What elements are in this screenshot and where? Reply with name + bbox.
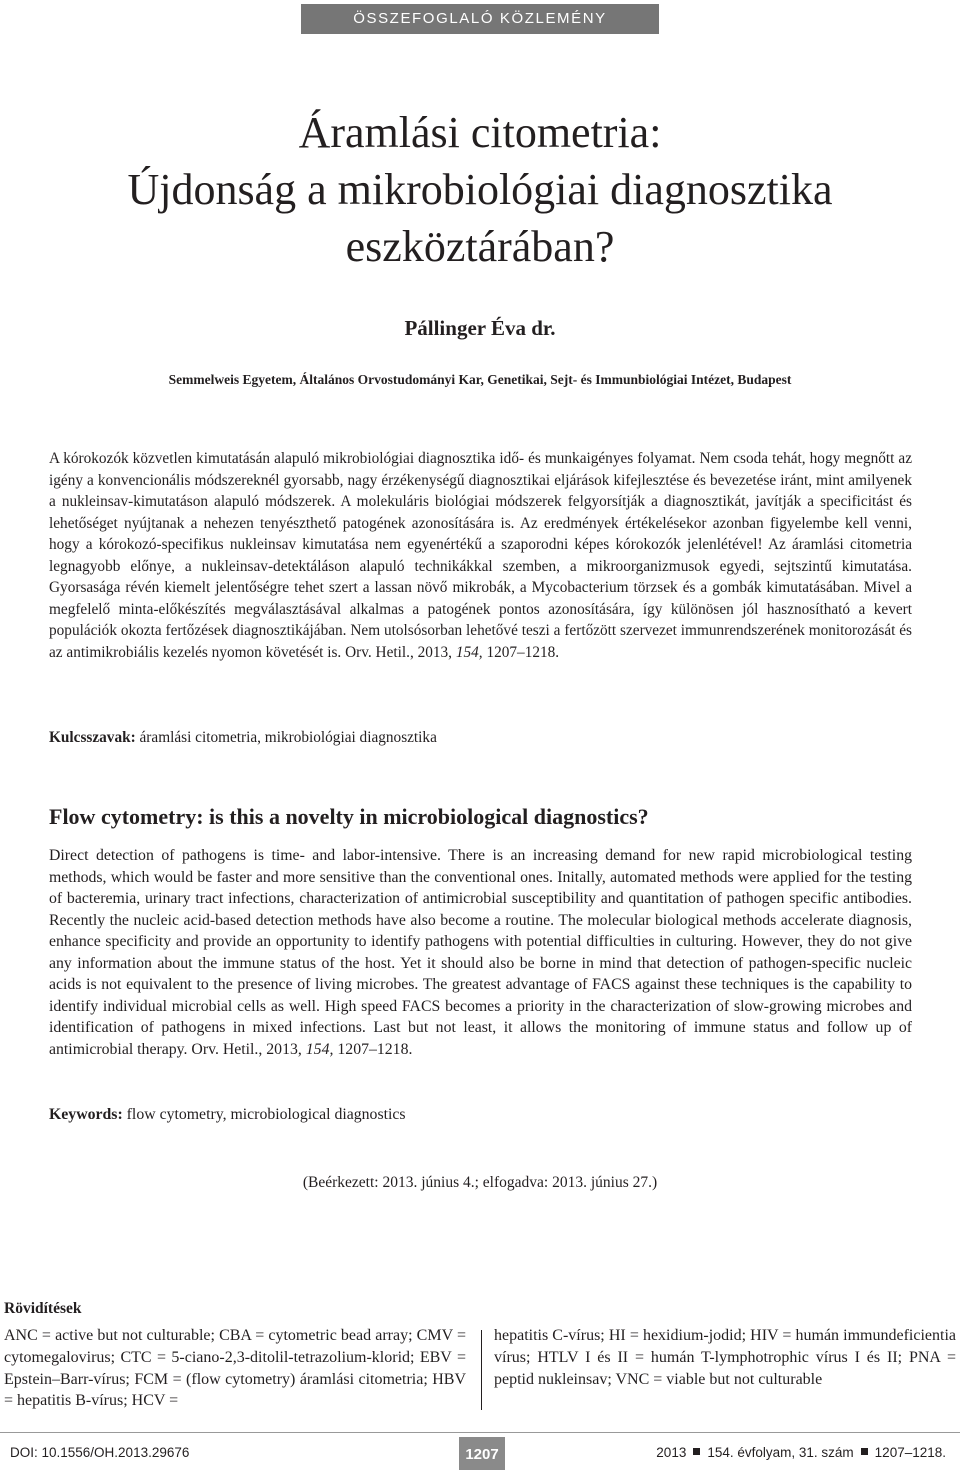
abstract-hungarian-volume: 154, — [455, 643, 483, 661]
square-bullet-icon — [861, 1448, 868, 1455]
keywords-hungarian-label: Kulcsszavak: — [49, 729, 136, 746]
abstract-english-volume: 154, — [305, 1040, 334, 1058]
article-title — [0, 104, 960, 275]
abstract-english-text: Direct detection of pathogens is time- and labor-intensive. There is an increasing demand for new rapid microbiological testing methods, which would be faster and more sensitive than the conventional ones. Initally, automated methods were applied for the testing of bacteremia, urinary tract infections, characterization of antimicrobial susceptibility and quantitation of pathogen specific antibodies. Recently the nucleic acid-based detection methods have also become a routine. The molecular biological methods accelerate diagnosis, enhance specificity and provide an opportunity to identify pathogens with potential difficulties in culturing. However, they do not give any information about the immune status of the host. Yet it should also be borne in mind that detection of pathogen-specific nucleic acids is not equivalent to the presence of living microbes. The greatest advantage of FACS against these techniques is the capability to identify individual microbial cells as well. High speed FACS becomes a priority in the characterization of slow-growing microbes and identification of pathogens in mixed infections. Last but not least, it allows the monitoring of immune status and follow up of antimicrobial therapy. Orv. Hetil., 2013, — [49, 847, 912, 1058]
footer-doi: DOI: 10.1556/OH.2013.29676 — [10, 1445, 190, 1460]
section-label: ÖSSZEFOGLALÓ KÖZLEMÉNY — [301, 4, 659, 34]
footer-journal-info — [656, 1444, 946, 1462]
abstract-hungarian-pages: 1207–1218. — [486, 643, 560, 661]
keywords-english-label: Keywords: — [49, 1106, 123, 1123]
abbreviations-right-column: hepatitis C-vírus; HI = hexidium-jodid; HIV = humán immundeficientia vírus; HTLV I és II = humán T-lymphotrophic vírus I és II; PNA = peptid nukleinsav; VNC = viable but not culturable — [494, 1327, 956, 1388]
keywords-english — [49, 1104, 912, 1125]
abstract-hungarian-text: A kórokozók közvetlen kimutatásán alapuló mikrobiológiai diagnosztika idő- és munkaigényes folyamat. Nem csoda tehát, hogy megnőtt az igény a konvencionális módszereknél gyorsabb, nagy érzékenységű diagnosztikai eljárások kifejlesztése és bevezetése iránt, mint amilyenek a nukleinsav-kimutatáson alapuló módszerek. A molekuláris biológiai módszerek felgyorsítják a diagnosztikát, javítják a specificitást és lehetőséget nyújtanak a nehezen tenyészthető patogének azonosítására is. Az eredmények értékelésekor azonban figyelembe kell venni, hogy a kórokozó-specifikus nukleinsav kimutatása nem egyenértékű a szaporodni képes kórokozók jelenlétével! Az áramlási citometria legnagyobb előnye, a nukleinsav-detektáláson alapuló technikákkal szemben, a mikroorganizmusok egyedi, sejtszintű kimutatása. Gyorsasága révén kiemelt jelentőségre tehet szert a lassan növő mikrobák, a Mycobacterium törzsek és a gombák kimutatásában. Mivel a megfelelő minta-előkészítés megválasztásával alkalmas a patogének pontos azonosítására, így különösen jól hasznosítható a kevert populációk okozta fertőzések diagnosztikájában. Nem utolsósorban lehetővé teszi a fertőzött szervezet immunrendszerének monitorozását és az antimikrobiális kezelés nyomon követését is. Orv. Hetil., 2013, — [49, 450, 912, 661]
author-affiliation: Semmelweis Egyetem, Általános Orvostudományi Kar, Genetikai, Sejt- és Immunbiológiai Intézet, Budapest — [168, 372, 792, 387]
footer-year: 2013 — [656, 1445, 687, 1460]
keywords-hungarian-text: áramlási citometria, mikrobiológiai diagnosztika — [139, 729, 437, 746]
article-title-line: Újdonság a mikrobiológiai diagnosztika — [127, 165, 833, 214]
received-note: (Beérkezett: 2013. június 4.; elfogadva: 2013. június 27.) — [302, 1174, 658, 1191]
author-name: Pállinger Éva dr. — [404, 316, 556, 340]
footer-volume-issue: 154. évfolyam, 31. szám — [707, 1445, 854, 1460]
keywords-hungarian — [49, 727, 912, 748]
abstract-english-pages: 1207–1218. — [337, 1040, 413, 1058]
abstract-english — [49, 845, 912, 1060]
english-title: Flow cytometry: is this a novelty in microbiological diagnostics? — [49, 804, 649, 829]
column-divider — [481, 1330, 482, 1410]
abbreviations-heading: Rövidítések — [4, 1300, 82, 1317]
abstract-hungarian — [49, 448, 912, 663]
article-title-line: Áramlási citometria: — [298, 108, 662, 157]
article-title-line: eszköztárában? — [345, 222, 615, 271]
page-number: 1207 — [459, 1437, 505, 1470]
footer-divider — [0, 1432, 960, 1433]
keywords-english-text: flow cytometry, microbiological diagnostics — [126, 1106, 406, 1123]
abbreviations-left-column: ANC = active but not culturable; CBA = cytometric bead array; CMV = cytomegalovirus; CTC = 5-ciano-2,3-ditolil-tetrazolium-klorid; EBV = Epstein–Barr-vírus; FCM = (flow cytometry) áramlási citometria; HBV = hepatitis B-vírus; HCV = — [4, 1327, 466, 1410]
square-bullet-icon — [693, 1448, 700, 1455]
footer-page-range: 1207–1218. — [874, 1445, 946, 1460]
